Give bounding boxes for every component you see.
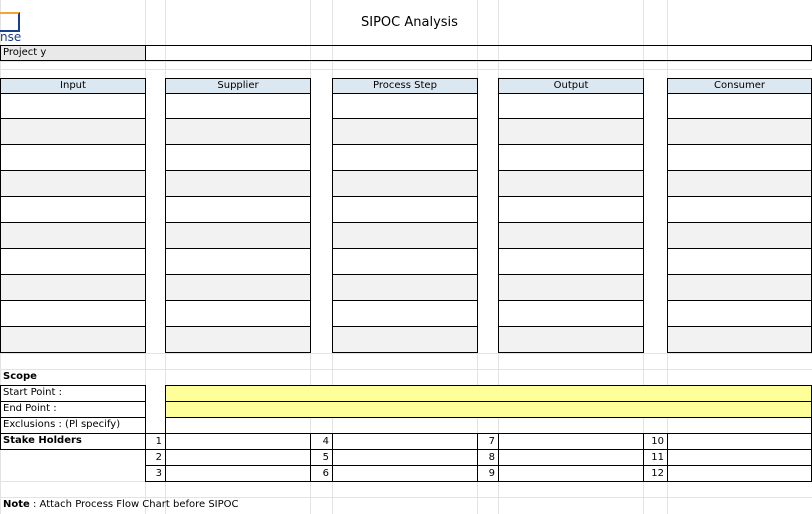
input-cell-7[interactable] <box>0 249 146 275</box>
output-cell-2[interactable] <box>498 119 644 145</box>
stakeholder-field[interactable] <box>165 449 311 466</box>
input-cell-2[interactable] <box>0 119 146 145</box>
stakeholder-number: 8 <box>477 449 499 466</box>
process-step-cell-8[interactable] <box>332 275 478 301</box>
end-point-field[interactable] <box>165 401 812 418</box>
consumer-cell-9[interactable] <box>667 301 812 327</box>
page-title: SIPOC Analysis <box>361 15 458 30</box>
project-value-field[interactable] <box>145 45 812 61</box>
process-step-cell-9[interactable] <box>332 301 478 327</box>
exclusions-label: Exclusions : (Pl specify) <box>3 419 121 430</box>
column-header-process-step: Process Step <box>332 78 478 94</box>
stakeholder-number: 4 <box>310 433 333 450</box>
stakeholders-label: Stake Holders <box>3 435 82 446</box>
consumer-cell-7[interactable] <box>667 249 812 275</box>
stakeholder-field[interactable] <box>667 433 812 450</box>
consumer-cell-1[interactable] <box>667 93 812 119</box>
output-cell-10[interactable] <box>498 327 644 353</box>
input-cell-4[interactable] <box>0 171 146 197</box>
process-step-cell-2[interactable] <box>332 119 478 145</box>
logo-mark <box>0 12 20 32</box>
process-step-cell-6[interactable] <box>332 223 478 249</box>
consumer-cell-10[interactable] <box>667 327 812 353</box>
stakeholder-number: 1 <box>145 433 166 450</box>
column-header-consumer: Consumer <box>667 78 812 94</box>
stakeholder-number: 11 <box>643 449 668 466</box>
stakeholder-field[interactable] <box>667 449 812 466</box>
start-point-label-cell <box>0 385 146 402</box>
note-label: Note <box>3 499 30 510</box>
start-point-field[interactable] <box>165 385 812 402</box>
stakeholder-field[interactable] <box>667 465 812 482</box>
supplier-cell-3[interactable] <box>165 145 311 171</box>
output-cell-8[interactable] <box>498 275 644 301</box>
exclusions-field[interactable] <box>165 417 812 434</box>
process-step-cell-5[interactable] <box>332 197 478 223</box>
output-cell-6[interactable] <box>498 223 644 249</box>
supplier-cell-4[interactable] <box>165 171 311 197</box>
input-cell-6[interactable] <box>0 223 146 249</box>
input-cell-9[interactable] <box>0 301 146 327</box>
logo <box>0 0 26 44</box>
process-step-cell-7[interactable] <box>332 249 478 275</box>
supplier-cell-7[interactable] <box>165 249 311 275</box>
consumer-cell-5[interactable] <box>667 197 812 223</box>
output-cell-1[interactable] <box>498 93 644 119</box>
input-cell-8[interactable] <box>0 275 146 301</box>
stakeholder-number: 7 <box>477 433 499 450</box>
input-cell-5[interactable] <box>0 197 146 223</box>
output-cell-4[interactable] <box>498 171 644 197</box>
project-label-cell <box>0 45 146 61</box>
supplier-cell-5[interactable] <box>165 197 311 223</box>
stakeholders-label-cell <box>0 433 146 450</box>
consumer-cell-2[interactable] <box>667 119 812 145</box>
process-step-cell-1[interactable] <box>332 93 478 119</box>
output-cell-5[interactable] <box>498 197 644 223</box>
supplier-cell-8[interactable] <box>165 275 311 301</box>
input-cell-10[interactable] <box>0 327 146 353</box>
output-cell-9[interactable] <box>498 301 644 327</box>
supplier-cell-6[interactable] <box>165 223 311 249</box>
stakeholder-number: 3 <box>145 465 166 482</box>
output-cell-7[interactable] <box>498 249 644 275</box>
stakeholder-field[interactable] <box>498 465 644 482</box>
start-point-label: Start Point : <box>3 387 62 398</box>
stakeholder-field[interactable] <box>498 449 644 466</box>
note <box>3 499 239 510</box>
logo-text: nse <box>0 30 22 44</box>
stakeholder-number: 6 <box>310 465 333 482</box>
process-step-cell-3[interactable] <box>332 145 478 171</box>
supplier-cell-2[interactable] <box>165 119 311 145</box>
note-text: : Attach Process Flow Chart before SIPOC <box>29 499 239 510</box>
stakeholder-field[interactable] <box>165 433 311 450</box>
stakeholder-field[interactable] <box>498 433 644 450</box>
stakeholder-number: 10 <box>643 433 668 450</box>
supplier-cell-10[interactable] <box>165 327 311 353</box>
supplier-cell-9[interactable] <box>165 301 311 327</box>
scope-heading: Scope <box>3 371 37 382</box>
stakeholder-field[interactable] <box>332 433 478 450</box>
end-point-label: End Point : <box>3 403 57 414</box>
stakeholder-field[interactable] <box>332 465 478 482</box>
project-label: Project y <box>3 47 47 58</box>
consumer-cell-4[interactable] <box>667 171 812 197</box>
stakeholder-number: 5 <box>310 449 333 466</box>
process-step-cell-4[interactable] <box>332 171 478 197</box>
input-cell-3[interactable] <box>0 145 146 171</box>
process-step-cell-10[interactable] <box>332 327 478 353</box>
column-header-input: Input <box>0 78 146 94</box>
supplier-cell-1[interactable] <box>165 93 311 119</box>
output-cell-3[interactable] <box>498 145 644 171</box>
stakeholder-number: 2 <box>145 449 166 466</box>
stakeholder-number: 12 <box>643 465 668 482</box>
exclusions-label-cell <box>0 417 146 434</box>
consumer-cell-3[interactable] <box>667 145 812 171</box>
end-point-label-cell <box>0 401 146 418</box>
consumer-cell-8[interactable] <box>667 275 812 301</box>
stakeholder-number: 9 <box>477 465 499 482</box>
stakeholder-field[interactable] <box>332 449 478 466</box>
stakeholder-field[interactable] <box>165 465 311 482</box>
column-header-supplier: Supplier <box>165 78 311 94</box>
consumer-cell-6[interactable] <box>667 223 812 249</box>
column-header-output: Output <box>498 78 644 94</box>
input-cell-1[interactable] <box>0 93 146 119</box>
